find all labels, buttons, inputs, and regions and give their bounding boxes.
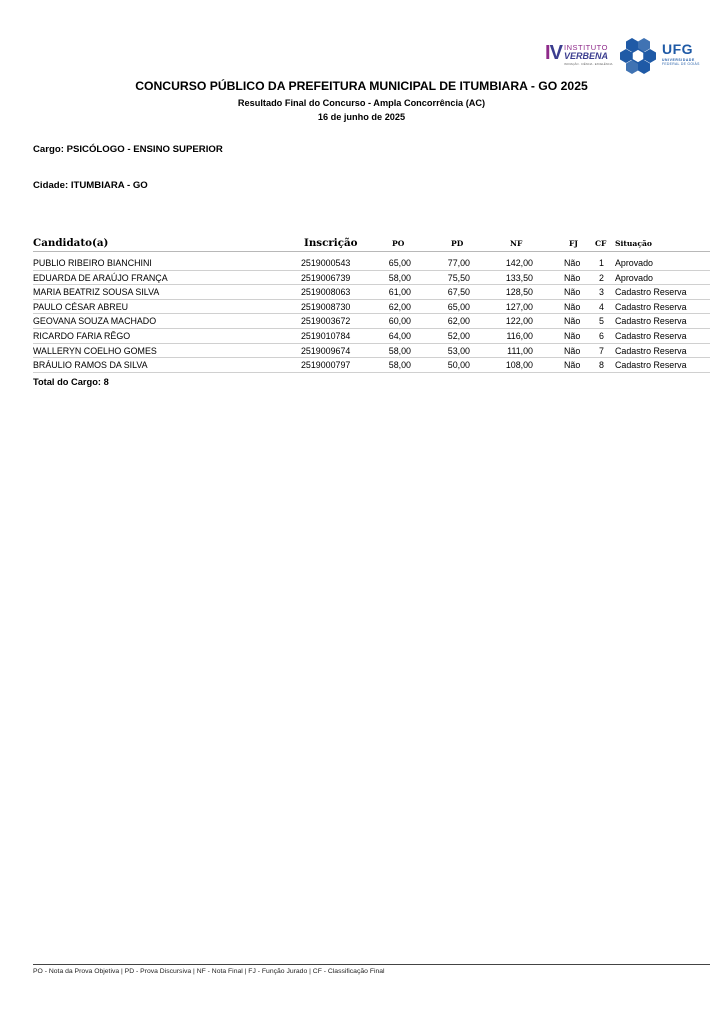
cell-cf: 2: [599, 272, 604, 283]
cell-cf: 3: [599, 287, 604, 298]
cell-cf: 1: [599, 258, 604, 268]
total-cargo: Total do Cargo: 8: [33, 377, 109, 387]
header-candidato: Candidato(a): [33, 237, 109, 249]
table-row: [33, 300, 710, 315]
cell-fj: Não: [564, 258, 581, 268]
cell-fj: Não: [564, 330, 581, 341]
cell-pd: 50,00: [447, 360, 470, 371]
table-row: [33, 329, 710, 344]
cell-nf: 122,00: [505, 316, 533, 327]
cell-inscricao: 2519010784: [301, 330, 351, 341]
cell-inscricao: 2519009674: [301, 345, 351, 356]
cell-cf: 5: [599, 316, 604, 327]
cell-po: 62,00: [388, 301, 411, 312]
header-situacao: Situação: [615, 239, 652, 248]
cell-situacao: Aprovado: [615, 272, 653, 283]
cell-nf: 111,00: [507, 345, 533, 356]
cell-pd: 53,00: [447, 345, 470, 356]
cell-situacao: Cadastro Reserva: [615, 301, 687, 312]
instituto-verbena-mark: IV: [545, 42, 562, 64]
instituto-verbena-line1: INSTITUTO: [564, 43, 608, 52]
table-header: [33, 236, 710, 252]
cell-situacao: Aprovado: [615, 258, 653, 268]
cell-nome: GEOVANA SOUZA MACHADO: [33, 316, 157, 327]
table-row: [33, 256, 710, 271]
ufg-logo: [619, 36, 705, 74]
ufg-name: UFG: [662, 41, 694, 57]
instituto-verbena-line3: INOVAÇÃO · CIÊNCIA · EXCELÊNCIA: [564, 62, 613, 66]
footer-legend: PO - Nota da Prova Objetiva | PD - Prova Discursiva | NF - Nota Final | FJ - Função Jurado | CF - Classificação Final: [33, 968, 385, 975]
cell-nf: 133,50: [505, 272, 533, 283]
header-inscricao: Inscrição: [304, 237, 358, 249]
ufg-hexagon-icon: [619, 36, 659, 74]
cell-po: 58,00: [388, 345, 411, 356]
cidade-label: Cidade: ITUMBIARA - GO: [33, 180, 148, 191]
cell-po: 61,00: [388, 287, 411, 298]
table-row: [33, 358, 710, 373]
cell-pd: 75,50: [447, 272, 470, 283]
instituto-verbena-line2: VERBENA: [564, 51, 609, 61]
cell-nome: EDUARDA DE ARAÚJO FRANÇA: [33, 272, 168, 283]
cell-inscricao: 2519006739: [301, 272, 351, 283]
cell-nome: MARIA BEATRIZ SOUSA SILVA: [33, 287, 160, 298]
results-table: [33, 256, 710, 373]
table-row: [33, 271, 710, 286]
document-date: 16 de junho de 2025: [317, 112, 406, 122]
cell-nome: BRÁULIO RAMOS DA SILVA: [33, 360, 148, 371]
header-pd: PD: [451, 239, 464, 248]
cell-nf: 108,00: [505, 360, 533, 371]
cell-situacao: Cadastro Reserva: [615, 316, 687, 327]
cell-pd: 67,50: [447, 287, 470, 298]
cell-po: 58,00: [388, 360, 411, 371]
cell-inscricao: 2519003672: [301, 316, 351, 327]
table-row: [33, 285, 710, 300]
cell-nome: PUBLIO RIBEIRO BIANCHINI: [33, 258, 152, 268]
header-po: PO: [392, 239, 405, 248]
cell-fj: Não: [564, 287, 581, 298]
cell-nf: 142,00: [505, 258, 533, 268]
cell-fj: Não: [564, 316, 581, 327]
cell-situacao: Cadastro Reserva: [615, 345, 687, 356]
cell-po: 64,00: [388, 330, 411, 341]
cell-fj: Não: [564, 301, 581, 312]
cell-inscricao: 2519008063: [301, 287, 351, 298]
cell-fj: Não: [564, 272, 581, 283]
cell-nome: RICARDO FARIA RÊGO: [33, 330, 131, 341]
cell-nf: 128,50: [505, 287, 533, 298]
instituto-verbena-logo: [545, 41, 615, 67]
header-fj: FJ: [569, 239, 578, 248]
cell-pd: 52,00: [447, 330, 470, 341]
cell-inscricao: 2519008730: [301, 301, 351, 312]
cell-situacao: Cadastro Reserva: [615, 360, 687, 371]
cell-nf: 116,00: [506, 330, 533, 341]
document-title: CONCURSO PÚBLICO DA PREFEITURA MUNICIPAL DE ITUMBIARA - GO 2025: [135, 79, 588, 93]
cell-pd: 77,00: [447, 258, 470, 268]
header-nf: NF: [510, 239, 523, 248]
cell-cf: 7: [599, 345, 604, 356]
footer-divider: [33, 964, 710, 965]
header-cf: CF: [595, 239, 607, 248]
table-row: [33, 314, 710, 329]
cargo-label: Cargo: PSICÓLOGO - ENSINO SUPERIOR: [33, 144, 223, 155]
cell-nf: 127,00: [505, 301, 533, 312]
cell-cf: 6: [599, 330, 604, 341]
cell-po: 60,00: [388, 316, 411, 327]
cell-cf: 8: [599, 360, 604, 371]
table-row: [33, 344, 710, 359]
document-subtitle: Resultado Final do Concurso - Ampla Concorrência (AC): [237, 98, 486, 108]
cell-situacao: Cadastro Reserva: [615, 330, 687, 341]
cell-inscricao: 2519000797: [301, 360, 351, 371]
ufg-line1: UNIVERSIDADE: [662, 58, 695, 62]
header-logos: [545, 36, 705, 76]
cell-po: 65,00: [388, 258, 411, 268]
cell-inscricao: 2519000543: [301, 258, 351, 268]
cell-po: 58,00: [388, 272, 411, 283]
cell-situacao: Cadastro Reserva: [615, 287, 687, 298]
cell-nome: PAULO CÉSAR ABREU: [33, 301, 129, 312]
cell-nome: WALLERYN COELHO GOMES: [33, 345, 157, 356]
ufg-line2: FEDERAL DE GOIÁS: [662, 62, 700, 66]
cell-pd: 65,00: [447, 301, 470, 312]
cell-fj: Não: [564, 345, 581, 356]
cell-fj: Não: [564, 360, 581, 371]
cell-cf: 4: [599, 301, 604, 312]
cell-pd: 62,00: [447, 316, 470, 327]
